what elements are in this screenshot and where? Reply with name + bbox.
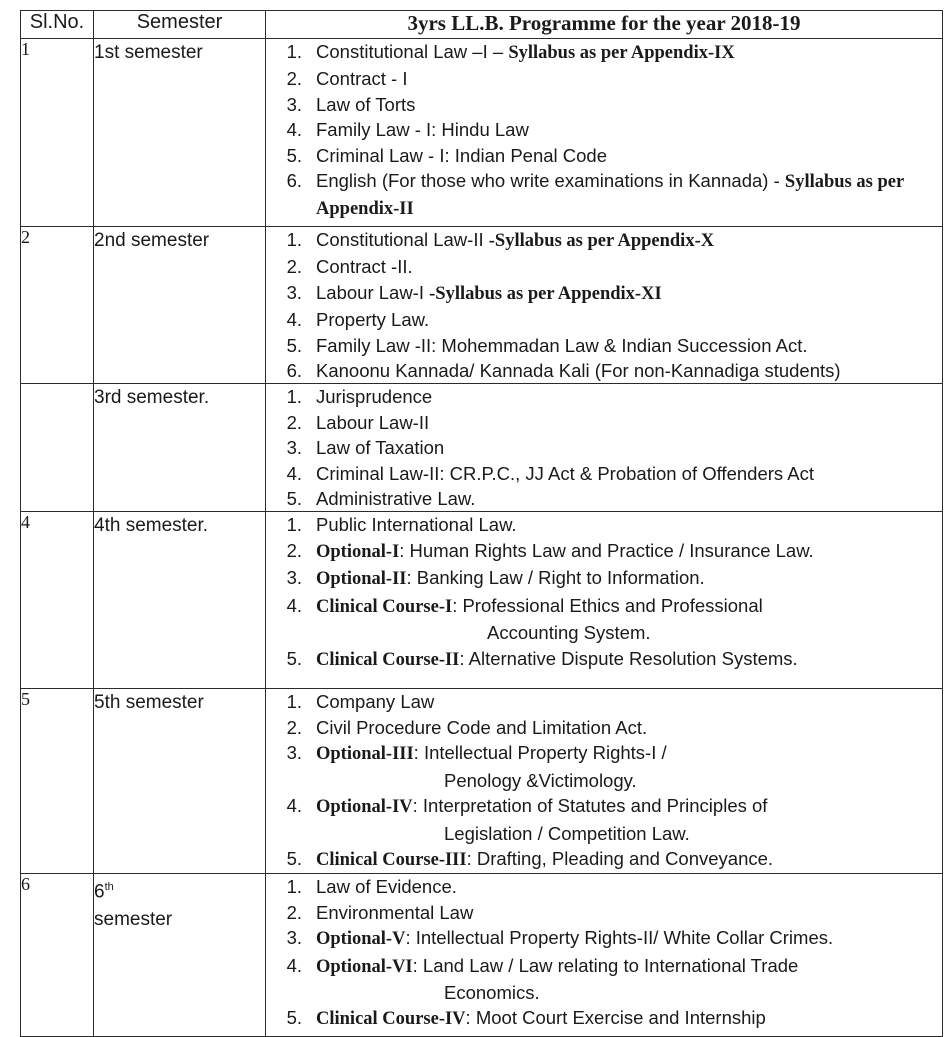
- course-emphasis: Optional-I: [316, 541, 400, 562]
- course-title: Law of Taxation: [316, 437, 445, 459]
- course-item: [266, 92, 942, 117]
- course-title: : Intellectual Property Rights-II/ White Collar Crimes.: [405, 927, 834, 949]
- course-item: [266, 168, 942, 223]
- course-item: [266, 227, 942, 254]
- table-row: [21, 512, 943, 689]
- course-text: [316, 538, 942, 565]
- course-item: [266, 384, 942, 409]
- course-number: 1.: [286, 876, 302, 898]
- course-number: 3.: [286, 567, 302, 589]
- course-title: : Intellectual Property Rights-I /: [413, 742, 667, 764]
- course-item: [266, 565, 942, 592]
- course-title: Administrative Law.: [316, 488, 476, 510]
- course-number: 5.: [286, 334, 302, 356]
- course-text: [316, 39, 942, 66]
- table-row: [21, 384, 943, 512]
- course-emphasis: Syllabus as per Appendix-IX: [508, 43, 735, 63]
- course-item: [266, 410, 942, 435]
- course-title: : Interpretation of Statutes and Principles of: [412, 795, 768, 817]
- course-list: [266, 39, 942, 223]
- course-number: 2.: [286, 716, 302, 738]
- course-emphasis: Clinical Course-III: [316, 849, 467, 870]
- course-emphasis: Optional-II: [316, 569, 407, 590]
- course-item: [266, 117, 942, 142]
- course-number: 4.: [286, 954, 302, 976]
- course-title: Labour Law-I: [316, 281, 430, 303]
- course-title: Family Law - I: Hindu Law: [316, 119, 529, 141]
- course-item: [266, 593, 942, 646]
- course-text: [316, 593, 942, 646]
- course-item: [266, 435, 942, 460]
- course-number: 3.: [286, 93, 302, 115]
- course-text: [316, 740, 942, 793]
- semester-ordinal-suffix: th: [104, 881, 114, 894]
- course-emphasis: Clinical Course-IV: [316, 1009, 466, 1030]
- sl-no-cell: [21, 384, 94, 512]
- course-text: [316, 227, 942, 254]
- course-title: Constitutional Law-II: [316, 229, 489, 250]
- course-item: [266, 1005, 942, 1032]
- header-row: [21, 11, 943, 39]
- course-emphasis: -Syllabus as per Appendix-X: [488, 231, 715, 251]
- table-row: [21, 689, 943, 874]
- course-title: Law of Evidence.: [316, 876, 457, 898]
- course-title: : Land Law / Law relating to International Trade: [412, 954, 799, 976]
- course-number: 5.: [286, 847, 302, 869]
- course-continuation: Accounting System.: [487, 622, 651, 644]
- course-text: [316, 66, 942, 91]
- course-number: 2.: [286, 68, 302, 90]
- course-number: 1.: [286, 514, 302, 536]
- course-item: [266, 646, 942, 673]
- course-text: [316, 715, 942, 740]
- course-item: [266, 39, 942, 66]
- course-item: [266, 66, 942, 91]
- table-body: [21, 39, 943, 1037]
- course-number: 1.: [286, 691, 302, 713]
- course-item: [266, 358, 942, 383]
- semester-cell: 6th semester: [94, 874, 266, 1037]
- course-item: [266, 715, 942, 740]
- course-text: [316, 874, 942, 899]
- course-number: 4.: [286, 795, 302, 817]
- courses-cell: [266, 384, 943, 512]
- course-item: [266, 486, 942, 511]
- courses-cell: [266, 39, 943, 227]
- course-list: [266, 227, 942, 383]
- semester-cell: 4th semester.: [94, 512, 266, 689]
- course-item: [266, 740, 942, 793]
- course-emphasis: Clinical Course-I: [316, 596, 453, 617]
- course-continuation: Legislation / Competition Law.: [444, 822, 690, 844]
- programme-table: [20, 10, 943, 1037]
- course-title: : Human Rights Law and Practice / Insurance Law.: [399, 539, 814, 561]
- course-number: 5.: [286, 1007, 302, 1029]
- courses-cell: [266, 512, 943, 689]
- course-text: [316, 793, 942, 846]
- course-emphasis: -Syllabus as per Appendix-XI: [429, 283, 662, 304]
- course-title: Company Law: [316, 691, 435, 713]
- course-item: [266, 143, 942, 168]
- course-title: Labour Law-II: [316, 411, 430, 433]
- course-title: Environmental Law: [316, 901, 474, 923]
- course-number: 1.: [286, 229, 302, 250]
- course-title: Jurisprudence: [316, 386, 433, 408]
- course-list: [266, 689, 942, 873]
- sl-no-cell: 2: [21, 227, 94, 384]
- course-item: [266, 280, 942, 307]
- course-item: [266, 333, 942, 358]
- course-continuation: Economics.: [444, 981, 540, 1003]
- course-emphasis: Syllabus as per Appendix-II: [316, 172, 904, 220]
- course-title: : Moot Court Exercise and Internship: [465, 1007, 766, 1029]
- semester-cell: 5th semester: [94, 689, 266, 874]
- course-text: [316, 565, 942, 592]
- course-number: 5.: [286, 488, 302, 510]
- course-number: 4.: [286, 462, 302, 484]
- course-item: [266, 254, 942, 279]
- course-item: [266, 925, 942, 952]
- course-text: [316, 358, 942, 383]
- course-text: [316, 461, 942, 486]
- course-title: Property Law.: [316, 309, 430, 331]
- header-sl-no: Sl.No.: [21, 11, 94, 39]
- table-row: [21, 39, 943, 227]
- course-text: [316, 486, 942, 511]
- course-title: Contract -II.: [316, 256, 413, 278]
- course-item: [266, 512, 942, 537]
- courses-cell: [266, 689, 943, 874]
- course-number: 2.: [286, 539, 302, 561]
- course-number: 2.: [286, 411, 302, 433]
- course-title: Constitutional Law –I –: [316, 41, 509, 62]
- course-number: 5.: [286, 144, 302, 166]
- course-list: [266, 512, 942, 672]
- course-title: Kanoonu Kannada/ Kannada Kali (For non-Kannadiga students): [316, 360, 841, 382]
- course-item: [266, 846, 942, 873]
- course-text: [316, 143, 942, 168]
- course-item: [266, 689, 942, 714]
- course-item: [266, 307, 942, 332]
- sl-no-cell: 4: [21, 512, 94, 689]
- course-text: [316, 168, 942, 223]
- course-text: [316, 384, 942, 409]
- course-text: [316, 92, 942, 117]
- course-list: [266, 874, 942, 1032]
- course-text: [316, 689, 942, 714]
- course-number: 5.: [286, 647, 302, 669]
- course-text: [316, 280, 942, 307]
- course-item: [266, 900, 942, 925]
- course-title: Contract - I: [316, 68, 408, 90]
- course-item: [266, 874, 942, 899]
- course-emphasis: Optional-III: [316, 744, 414, 765]
- course-number: 3.: [286, 927, 302, 949]
- sl-no-cell: 5: [21, 689, 94, 874]
- course-text: [316, 1005, 942, 1032]
- course-number: 3.: [286, 281, 302, 303]
- course-text: [316, 307, 942, 332]
- course-item: [266, 953, 942, 1006]
- courses-cell: [266, 227, 943, 384]
- course-title: Criminal Law-II: CR.P.C., JJ Act & Probation of Offenders Act: [316, 462, 814, 484]
- course-text: [316, 925, 942, 952]
- course-number: 3.: [286, 742, 302, 764]
- course-text: [316, 646, 942, 673]
- semester-cell: 2nd semester: [94, 227, 266, 384]
- course-item: [266, 538, 942, 565]
- courses-cell: [266, 874, 943, 1037]
- sl-no-cell: 6: [21, 874, 94, 1037]
- course-text: [316, 117, 942, 142]
- course-emphasis: Optional-VI: [316, 956, 413, 977]
- course-title: Public International Law.: [316, 514, 517, 536]
- course-title: : Alternative Dispute Resolution Systems.: [459, 647, 798, 669]
- course-title: : Professional Ethics and Professional: [452, 594, 763, 616]
- course-text: [316, 512, 942, 537]
- sl-no-cell: 1: [21, 39, 94, 227]
- course-text: [316, 333, 942, 358]
- course-title: : Banking Law / Right to Information.: [406, 567, 705, 589]
- course-text: [316, 953, 942, 1006]
- course-number: 2.: [286, 256, 302, 278]
- course-text: [316, 435, 942, 460]
- course-list: [266, 384, 942, 511]
- semester-cell: 3rd semester.: [94, 384, 266, 512]
- course-number: 4.: [286, 119, 302, 141]
- table-row: [21, 227, 943, 384]
- course-number: 6.: [286, 360, 302, 382]
- semester-cell: 1st semester: [94, 39, 266, 227]
- header-semester: Semester: [94, 11, 266, 39]
- course-emphasis: Clinical Course-II: [316, 649, 460, 670]
- course-number: 6.: [286, 170, 302, 192]
- header-programme: 3yrs LL.B. Programme for the year 2018-19: [266, 11, 943, 39]
- course-continuation: Penology &Victimology.: [444, 769, 637, 791]
- course-title: Family Law -II: Mohemmadan Law & Indian Succession Act.: [316, 334, 808, 356]
- course-text: [316, 900, 942, 925]
- table-row: [21, 874, 943, 1037]
- course-text: [316, 410, 942, 435]
- course-text: [316, 846, 942, 873]
- course-title: Civil Procedure Code and Limitation Act.: [316, 716, 648, 738]
- course-title: Law of Torts: [316, 93, 416, 115]
- course-title: Criminal Law - I: Indian Penal Code: [316, 144, 608, 166]
- course-number: 3.: [286, 437, 302, 459]
- course-item: [266, 461, 942, 486]
- course-number: 4.: [286, 309, 302, 331]
- course-item: [266, 793, 942, 846]
- course-number: 1.: [286, 386, 302, 408]
- course-title: : Drafting, Pleading and Conveyance.: [466, 847, 774, 869]
- course-number: 2.: [286, 901, 302, 923]
- course-number: 4.: [286, 594, 302, 616]
- course-text: [316, 254, 942, 279]
- course-emphasis: Optional-V: [316, 929, 406, 950]
- course-emphasis: Optional-IV: [316, 797, 413, 818]
- course-number: 1.: [286, 41, 302, 62]
- course-title: English (For those who write examinations in Kannada) -: [316, 170, 785, 192]
